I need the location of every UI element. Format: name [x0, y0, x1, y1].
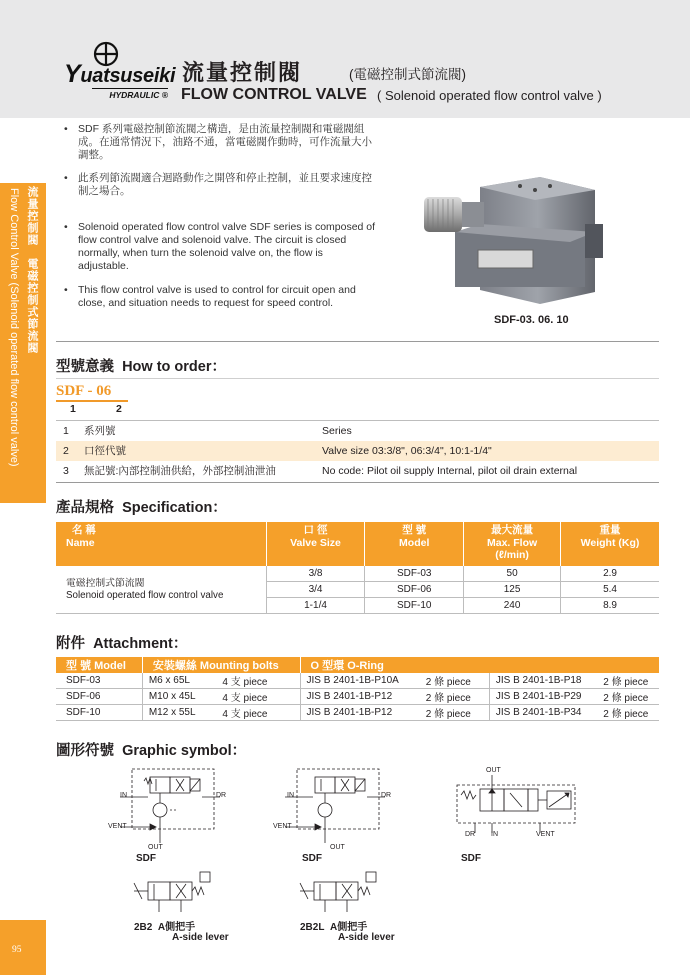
- cell-oring: JIS B 2401-1B-P18: [489, 673, 597, 689]
- divider: [56, 341, 659, 342]
- brand-name: Yuatsuseiki: [64, 60, 176, 88]
- port-out-label: OUT: [148, 844, 163, 851]
- cell-oring: JIS B 2401-1B-P12: [300, 705, 420, 721]
- cell-bolt: M6 x 65L: [142, 673, 216, 689]
- model-code-underline: [56, 400, 128, 402]
- product-name-cell: 電磁控制式節流閥 Solenoid operated flow control valve: [56, 566, 266, 614]
- column-header: 口 徑 Valve Size: [266, 522, 365, 566]
- symbol-caption-en: A-side lever: [172, 932, 229, 943]
- cell-oring-qty: 2 條 piece: [420, 673, 490, 689]
- table-row: [56, 689, 659, 705]
- cell-bolt-qty: 4 支 piece: [216, 705, 300, 721]
- port-out-label: OUT: [486, 767, 501, 774]
- column-header: 名 稱 Name: [56, 522, 266, 566]
- column-header: 最大流量 Max. Flow (ℓ/min): [464, 522, 561, 566]
- code-position-2: 2: [116, 403, 122, 415]
- cell-model: SDF-03: [365, 566, 464, 582]
- 2b2-lever-symbol: [130, 870, 215, 915]
- page-subtitle-zh: (電磁控制式節流閥): [349, 67, 466, 82]
- column-header: 型 號 Model: [365, 522, 464, 566]
- how-to-order-heading: 型號意義 How to order：: [56, 359, 226, 375]
- symbol-caption: SDF: [461, 853, 481, 864]
- cell-oring: JIS B 2401-1B-P10A: [300, 673, 420, 689]
- valve-product-image: [420, 172, 610, 310]
- cell-oring-qty: 2 條 piece: [597, 673, 659, 689]
- port-dr-label: DR: [381, 792, 392, 799]
- cell-model: SDF-10: [365, 598, 464, 614]
- port-in-label: IN: [120, 792, 127, 799]
- cell-bolt: M12 x 55L: [142, 705, 216, 721]
- cell-flow: 240: [464, 598, 561, 614]
- cell-oring-qty: 2 條 piece: [420, 689, 490, 705]
- cell-flow: 50: [464, 566, 561, 582]
- cell-weight: 5.4: [561, 582, 659, 598]
- page-number: 95: [12, 945, 22, 955]
- port-dr-label: DR: [465, 831, 476, 838]
- cell-size: 3/4: [266, 582, 365, 598]
- model-code: SDF - 06: [56, 383, 112, 399]
- page-title-zh: 流量控制閥: [182, 60, 303, 85]
- page-number-tab: [0, 920, 46, 975]
- order-row: 1 系列號 Series: [63, 425, 352, 437]
- cell-bolt-qty: 4 支 piece: [216, 673, 300, 689]
- divider: [56, 378, 659, 379]
- column-header: 重量 Weight (Kg): [561, 522, 659, 566]
- intro-bullet: • Solenoid operated flow control valve SDF series is composed of flow control valve and solenoid valve. The circuit is closed normally, when turn the solenoid valve on, the flow is adjustable.: [64, 221, 376, 272]
- cell-weight: 8.9: [561, 598, 659, 614]
- cell-oring-qty: 2 條 piece: [597, 705, 659, 721]
- table-row: [56, 566, 659, 582]
- cell-model: SDF-06: [56, 689, 142, 705]
- brand-sub: HYDRAULIC ®: [92, 88, 168, 100]
- cell-oring: JIS B 2401-1B-P34: [489, 705, 597, 721]
- 2b2l-lever-symbol: [296, 870, 381, 915]
- graphic-symbol-heading: 圖形符號 Graphic symbol：: [56, 743, 247, 759]
- symbol-caption-en: A-side lever: [338, 932, 395, 943]
- side-tab-en: Flow Control Valve (Solenoid operated flow control valve): [8, 188, 20, 467]
- cell-model: SDF-06: [365, 582, 464, 598]
- port-vent-label: VENT: [273, 823, 292, 830]
- cell-model: SDF-03: [56, 673, 142, 689]
- symbol-caption: SDF: [302, 853, 322, 864]
- table-header-row: [56, 657, 659, 673]
- table-row: [56, 705, 659, 721]
- code-position-1: 1: [70, 403, 76, 415]
- attachment-heading: 附件 Attachment：: [56, 636, 188, 652]
- intro-bullet: • 此系列節流閥適合迴路動作之開啓和停止控制，並且要求速度控制之場合。: [64, 172, 372, 197]
- specification-heading: 產品規格 Specification：: [56, 500, 227, 516]
- sdf-detailed-symbol-diagram: [455, 775, 580, 833]
- symbol-caption: 2B2 A側把手: [134, 922, 196, 933]
- order-row: 2 口徑代號 Valve size 03:3/8", 06:3/4", 10:1-1/4": [56, 441, 659, 461]
- intro-bullet: • SDF 系列電磁控制節流閥之構造，是由流量控制閥和電磁閥組成。在通常情況下，油路不通，當電磁閥作動時，可作流量大小調整。: [64, 123, 372, 161]
- column-header: 型 號 Model: [56, 657, 142, 673]
- cell-flow: 125: [464, 582, 561, 598]
- cell-bolt-qty: 4 支 piece: [216, 689, 300, 705]
- table-row: [56, 673, 659, 689]
- product-caption: SDF-03. 06. 10: [494, 314, 569, 326]
- cell-bolt: M10 x 45L: [142, 689, 216, 705]
- port-vent-label: VENT: [108, 823, 127, 830]
- cell-size: 3/8: [266, 566, 365, 582]
- port-vent-label: VENT: [536, 831, 555, 838]
- page-subtitle-en: ( Solenoid operated flow control valve ): [377, 88, 602, 103]
- order-row: 3 無記號:內部控制油供給，外部控制油泄油 No code: Pilot oil supply Internal, pilot oil drain external: [63, 465, 578, 477]
- port-in-label: IN: [491, 831, 498, 838]
- sdf-symbol-diagram: [120, 765, 230, 850]
- divider: [56, 482, 659, 483]
- sdf-symbol-diagram: [285, 765, 395, 850]
- attachment-table: [56, 657, 659, 721]
- symbol-caption: 2B2L A側把手: [300, 922, 368, 933]
- specification-table: [56, 522, 659, 614]
- cell-oring-qty: 2 條 piece: [597, 689, 659, 705]
- cell-weight: 2.9: [561, 566, 659, 582]
- side-tab: [0, 183, 46, 503]
- port-in-label: IN: [287, 792, 294, 799]
- page-title-en: FLOW CONTROL VALVE: [181, 86, 367, 103]
- port-out-label: OUT: [330, 844, 345, 851]
- side-tab-zh: 流量控制閥 電磁控制式節流閥: [26, 186, 38, 354]
- cell-oring: JIS B 2401-1B-P12: [300, 689, 420, 705]
- cell-size: 1-1/4: [266, 598, 365, 614]
- port-dr-label: DR: [216, 792, 227, 799]
- cell-model: SDF-10: [56, 705, 142, 721]
- cell-oring-qty: 2 條 piece: [420, 705, 490, 721]
- cell-oring: JIS B 2401-1B-P29: [489, 689, 597, 705]
- column-header: 安裝螺絲 Mounting bolts: [142, 657, 300, 673]
- table-header-row: [56, 522, 659, 566]
- column-header: O 型環 O-Ring: [300, 657, 659, 673]
- intro-bullet: • This flow control valve is used to control for circuit open and close, and situation needs to request for speed control.: [64, 284, 356, 309]
- symbol-caption: SDF: [136, 853, 156, 864]
